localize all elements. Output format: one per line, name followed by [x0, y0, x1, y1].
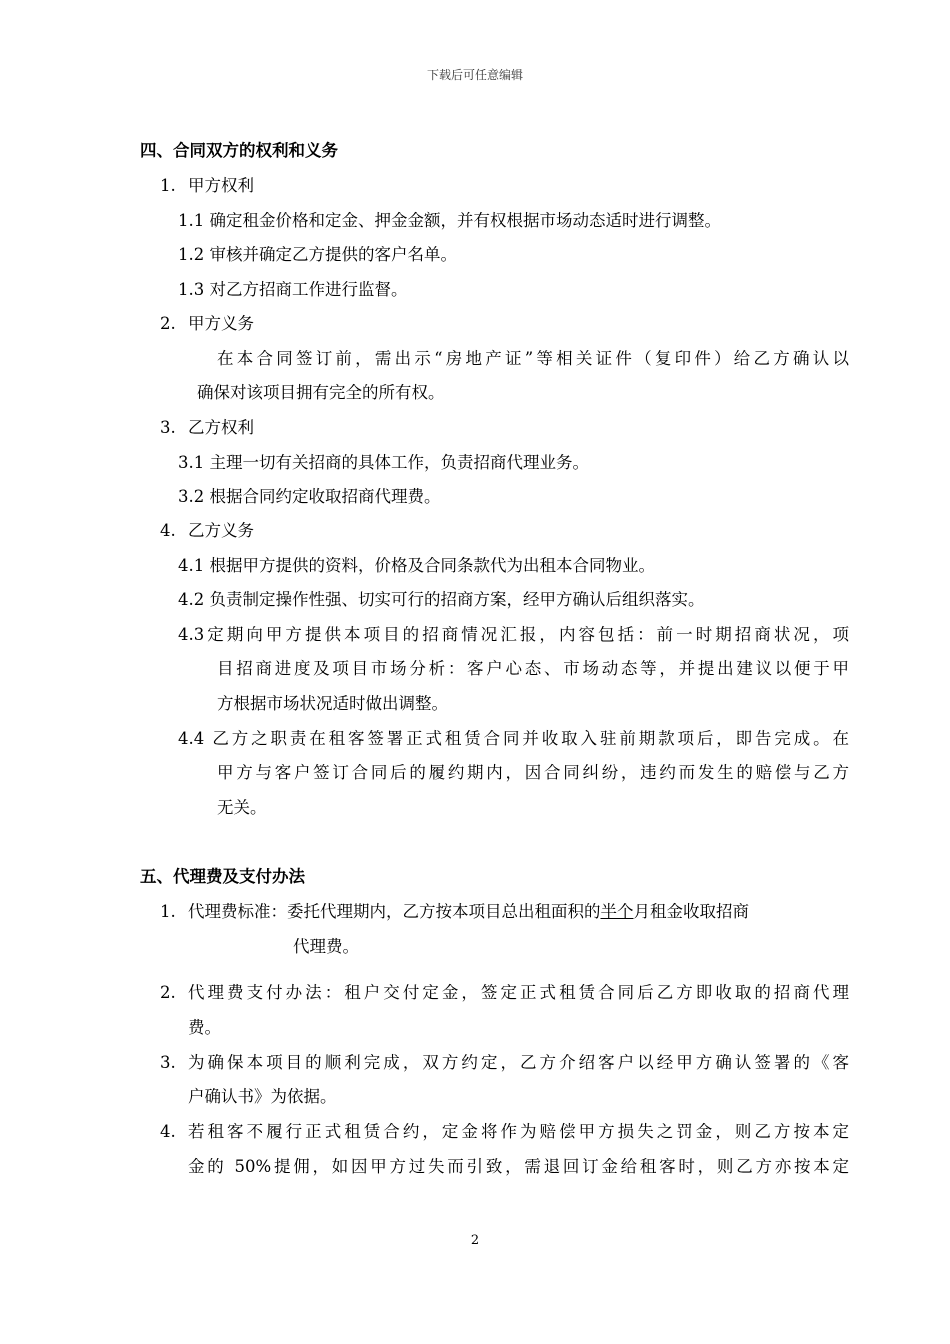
s5-item-1-number: 1.	[160, 902, 176, 921]
s5-item-1-text-a: 代理费标准：委托代理期内，乙方按本项目总出租面积的	[188, 902, 601, 921]
item-3-2: 3.2 根据合同约定收取招商代理费。	[178, 487, 441, 506]
item-1-2: 1.2 审核并确定乙方提供的客户名单。	[178, 245, 457, 264]
item-4-label: 乙方义务	[188, 521, 254, 540]
s5-item-2-line-1: 代理费支付办法：租户交付定金，签定正式租赁合同后乙方即收取的招商代理	[188, 983, 849, 1002]
item-4-2: 4.2 负责制定操作性强、切实可行的招商方案，经甲方确认后组织落实。	[178, 590, 705, 609]
page-number: 2	[470, 1233, 480, 1248]
page-header: 下载后可任意编辑	[426, 68, 523, 82]
item-4-1: 4.1 根据甲方提供的资料，价格及合同条款代为出租本合同物业。	[178, 556, 655, 575]
section-4-title: 四、合同双方的权利和义务	[140, 141, 338, 160]
item-4-4-line-1: 4.4 乙方之职责在租客签署正式租赁合同并收取入驻前期款项后，即告完成。在	[178, 729, 849, 748]
s5-item-1-underlined: 半个	[600, 902, 634, 921]
item-3-number: 3.	[160, 418, 176, 437]
item-4-3-line-3: 方根据市场状况适时做出调整。	[217, 694, 448, 713]
s5-item-4-number: 4.	[160, 1122, 176, 1141]
section-5-title: 五、代理费及支付办法	[140, 867, 305, 886]
s5-item-3-line-1: 为确保本项目的顺利完成，双方约定，乙方介绍客户以经甲方确认签署的《客	[188, 1053, 849, 1072]
s5-item-1-text-b: 月租金收取招商	[633, 902, 749, 921]
item-1-number: 1.	[160, 176, 176, 195]
s5-item-1-line-1	[188, 902, 849, 922]
s5-item-1-line-2: 代理费。	[293, 937, 359, 956]
item-4-4-line-3: 无关。	[217, 798, 267, 817]
item-1-3: 1.3 对乙方招商工作进行监督。	[178, 280, 408, 299]
item-4-3-line-1: 4.3定期向甲方提供本项目的招商情况汇报，内容包括：前一时期招商状况，项	[178, 625, 849, 644]
item-4-4-line-2: 甲方与客户签订合同后的履约期内，因合同纠纷，违约而发生的赔偿与乙方	[217, 763, 849, 782]
s5-item-4-line-1: 若租客不履行正式租赁合约，定金将作为赔偿甲方损失之罚金，则乙方按本定	[188, 1122, 849, 1141]
item-3-1: 3.1 主理一切有关招商的具体工作，负责招商代理业务。	[178, 453, 589, 472]
item-2-text-line-1: 在本合同签订前，需出示“房地产证”等相关证件（复印件）给乙方确认以	[217, 349, 849, 368]
item-1-label: 甲方权利	[188, 176, 254, 195]
item-4-3-line-2: 目招商进度及项目市场分析：客户心态、市场动态等，并提出建议以便于甲	[217, 659, 849, 678]
s5-item-3-line-2: 户确认书》为依据。	[188, 1087, 337, 1106]
item-2-label: 甲方义务	[188, 314, 254, 333]
item-4-number: 4.	[160, 521, 176, 540]
s5-item-4-line-2: 金的 50%提佣，如因甲方过失而引致，需退回订金给租客时，则乙方亦按本定	[188, 1157, 849, 1176]
s5-item-3-number: 3.	[160, 1053, 176, 1072]
s5-item-2-line-2: 费。	[188, 1018, 221, 1037]
item-3-label: 乙方权利	[188, 418, 254, 437]
item-2-number: 2.	[160, 314, 176, 333]
item-2-text-line-2: 确保对该项目拥有完全的所有权。	[197, 383, 445, 402]
s5-item-2-number: 2.	[160, 983, 176, 1002]
item-1-1: 1.1 确定租金价格和定金、押金金额，并有权根据市场动态适时进行调整。	[178, 211, 721, 230]
